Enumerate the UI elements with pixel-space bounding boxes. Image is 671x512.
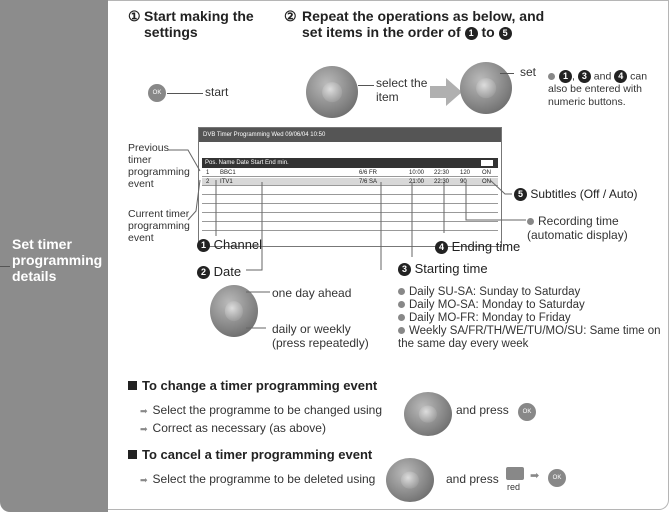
change-and-press: and press [456,403,509,417]
step1-number: ① [128,8,141,24]
starting-text: Starting time [414,261,488,276]
row-sub: ON [482,179,491,185]
cancel-title-text: To cancel a timer programming event [142,447,373,462]
row-end: 22:30 [434,179,450,185]
ok-button-cancel[interactable]: OK [548,469,566,487]
table-row[interactable] [202,178,498,186]
arrow-right-small-icon: ➡ [530,470,540,482]
table-row-empty[interactable] [202,223,498,231]
table-row-empty[interactable] [202,196,498,204]
current-event-label: Current timer programming event [128,208,190,244]
mode-item [398,286,668,299]
row-name: ITV1 [220,179,233,185]
date-number: 2 [197,266,210,279]
row-start: 10:00 [409,170,425,176]
navigation-pad-select[interactable] [306,66,358,118]
table-row[interactable] [202,169,498,177]
mode-text: Daily MO-FR: Monday to Friday [409,312,571,324]
mode-text: Daily MO-SA: Monday to Saturday [409,299,585,311]
ending-text: Ending time [451,239,521,254]
red-button[interactable] [506,467,524,480]
navigation-pad-cancel[interactable] [386,458,434,502]
table-row-empty[interactable] [202,205,498,213]
ok-button[interactable]: OK [148,84,166,102]
channel-label [197,237,262,252]
row-pos: 1 [206,170,210,176]
select-label: select the item [376,76,428,104]
cancel-line1 [140,472,375,486]
navigation-pad-change[interactable] [404,392,452,436]
arrow-icon: ➡ [140,406,148,416]
subtitles-text: Subtitles (Off / Auto) [530,187,638,201]
note-and: and [593,70,612,83]
cancel-line1-text: Select the programme to be deleted using [152,472,376,486]
up-down-pad[interactable] [210,285,258,337]
row-date: 6/6 FR [359,170,378,176]
ok-button-change[interactable]: OK [518,403,536,421]
row-start: 21:00 [409,179,425,185]
note-number-4: 4 [614,70,627,83]
note-bullet [548,73,555,80]
subtitles-label [514,187,638,201]
recording-bullet [527,218,534,225]
mode-text: Weekly SA/FR/TH/WE/TU/MO/SU: Same time on the same day every week [398,325,661,350]
note-text: can also be entered with numeric buttons. [548,70,648,109]
step2-to-word: to [481,24,495,40]
note-number-3: 3 [578,70,591,83]
screen-header-button [481,160,493,166]
step2-from-number: 1 [465,27,478,40]
square-bullet-icon [128,381,137,390]
cancel-title [128,447,372,462]
step2-to-number: 5 [499,27,512,40]
change-line1-text: Select the programme to be changed using [152,403,383,417]
row-sub: ON [482,170,491,176]
arrow-icon: ➡ [140,424,148,434]
daily-weekly-label: daily or weekly (press repeatedly) [272,322,369,350]
step2-number: ② [284,8,297,24]
red-label: red [507,482,521,492]
starting-number: 3 [398,263,411,276]
row-min: 120 [460,170,471,176]
table-row-empty[interactable] [202,214,498,222]
set-label: set [520,65,537,79]
step2-title-text: Repeat the operations as below, and set items in the order of [302,8,545,40]
arrow-icon: ➡ [140,475,148,485]
step2-title [302,8,562,40]
start-connector [167,93,203,94]
cancel-and-press: and press [446,472,499,486]
change-line1 [140,403,382,417]
previous-event-label: Previous timer programming event [128,142,190,190]
mode-item [398,325,668,351]
subtitles-number: 5 [514,188,527,201]
row-min: 90 [460,179,467,185]
row-name: BBC1 [220,170,236,176]
date-text: Date [213,264,242,279]
ending-number: 4 [435,241,448,254]
navigation-pad-set[interactable] [460,62,512,114]
step1-title: Start making the settings [144,8,254,40]
select-connector [358,85,374,86]
mode-item [398,312,668,325]
screen-header: Pos. Name Date Start End min. [202,158,498,168]
sidebar-tick [0,266,10,267]
square-bullet-icon [128,450,137,459]
table-row-empty[interactable] [202,187,498,195]
row-end: 22:30 [434,170,450,176]
date-label [197,264,241,279]
note-number-1: 1 [559,70,572,83]
timer-programming-screen [198,127,502,247]
change-title-text: To change a timer programming event [142,378,378,393]
ending-time-label [435,239,520,254]
recording-text: Recording time (automatic display) [527,214,628,242]
mode-bullet [398,314,405,321]
channel-number: 1 [197,239,210,252]
start-label: start [205,85,229,99]
mode-text: Daily SU-SA: Sunday to Saturday [409,286,581,298]
change-line2 [140,421,326,435]
row-date: 7/6 SA [359,179,378,185]
change-line2-text: Correct as necessary (as above) [152,421,326,435]
set-connector [500,73,514,74]
sidebar-title: Set timer programming details [12,236,103,284]
one-day-ahead-label: one day ahead [272,286,352,300]
mode-bullet [398,288,405,295]
recording-time-label [527,214,667,242]
mode-bullet [398,301,405,308]
row-pos: 2 [206,179,210,185]
screen-title: DVB Timer Programming Wed 09/06/04 10:50 [199,128,501,142]
starting-time-label [398,261,488,276]
mode-bullet [398,327,405,334]
mode-list [398,286,668,351]
change-title [128,378,377,393]
numeric-note: 1 , 3 and 4 can also be entered with numeric buttons. [548,70,648,109]
mode-item [398,299,668,312]
channel-text: Channel [213,237,263,252]
